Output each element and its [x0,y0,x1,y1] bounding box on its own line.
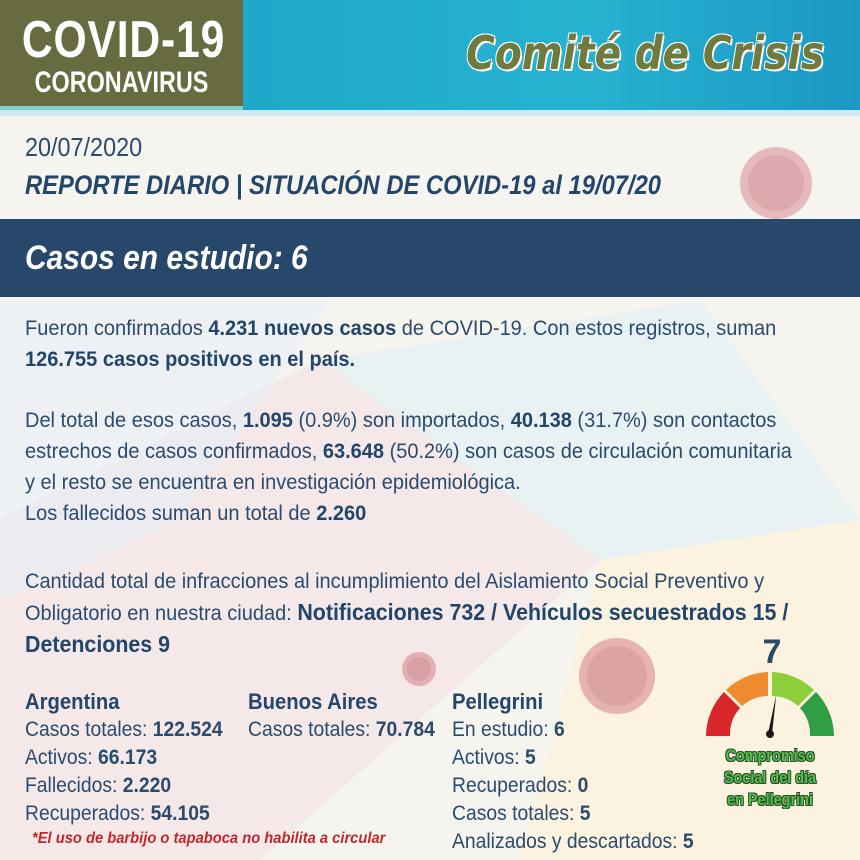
gauge-label-line: Compromiso [725,746,815,765]
infractions-summary: Notificaciones 732 / Vehículos secuestrados 15 / Detenciones 9 [25,599,789,657]
gauge-label-line: en Pellegrini [727,790,813,809]
new-cases: 4.231 nuevos casos [208,316,397,340]
stats-argentina [25,688,223,828]
text: (50.2%) son casos de circulación comunitaria y el resto se encuentra en investigación epidemiológica. [25,439,792,494]
badge-subtitle: CORONAVIRUS [34,66,209,99]
cases-in-study-label: Casos en estudio: [25,239,283,277]
text: Cantidad total de infracciones al incumplimiento del Aislamiento Social Preventivo y Obligatorio en nuestra ciudad: [25,569,765,625]
community-count: 63.648 [322,439,385,463]
cases-in-study-value: 6 [291,239,308,277]
text: Los fallecidos suman un total de [25,501,317,525]
contacts-count: 40.138 [510,408,572,432]
cases-in-study [25,239,308,278]
header-banner [243,0,860,110]
stat-row: Recuperados: 54.105 [25,802,210,825]
stat-row: Casos totales: 70.784 [248,718,435,741]
stat-row: Casos totales: 5 [452,802,591,825]
column-heading: Pellegrini [452,689,544,714]
imported-count: 1.095 [242,408,293,432]
column-heading: Argentina [25,689,120,714]
total-positive: 126.755 casos positivos en el país. [25,347,356,371]
text: de COVID-19. Con estos registros, suman [396,316,777,340]
mask-note: *El uso de barbijo o tapaboca no habilita a circular [32,830,386,847]
text: (31.7%) son contactos estrechos de casos confirmados, [25,408,777,463]
badge-title: COVID-19 [21,11,226,69]
gauge-value: 7 [762,633,782,671]
cases-in-study-band [0,219,860,297]
stat-row: Activos: 5 [452,746,536,769]
stat-row: Casos totales: 122.524 [25,718,223,741]
stats-pellegrini [452,688,694,856]
stat-row: Activos: 66.173 [25,746,158,769]
paragraph-infractions [25,566,797,661]
stat-row: Analizados y descartados: 5 [452,830,694,853]
text: (0.9%) son importados, [292,408,511,432]
text: Fueron confirmados [25,316,209,340]
report-date: 20/07/2020 [25,132,143,162]
paragraph-confirmed [25,313,797,375]
report-title: REPORTE DIARIO | SITUACIÓN DE COVID-19 al 19/07/20 [25,170,662,200]
stat-row: Fallecidos: 2.220 [25,774,172,797]
gauge-label [711,745,830,811]
stat-row: En estudio: 6 [452,718,565,741]
column-heading: Buenos Aires [248,689,378,714]
gauge-label-line: Social del día [723,768,817,787]
covid-badge [0,0,243,110]
commitment-gauge [700,664,840,744]
text: Del total de esos casos, [25,408,243,432]
paragraph-breakdown [25,405,797,529]
header-title: Comité de Crisis [466,26,824,80]
stats-buenos-aires [248,688,435,744]
virus-icon [740,147,812,219]
deaths-count: 2.260 [316,501,367,525]
header-divider [0,110,860,116]
gauge-needle [765,694,780,739]
stat-row: Recuperados: 0 [452,774,589,797]
